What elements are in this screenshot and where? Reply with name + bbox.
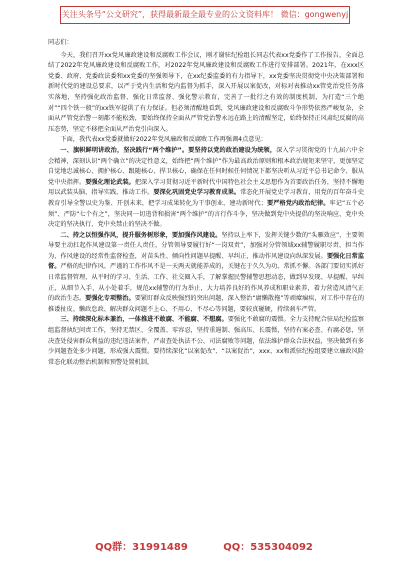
section-lead: 要加强作风建设。: [171, 231, 222, 239]
section-heading: 一、旗帜鲜明讲政治，坚决践行“两个维护”。: [60, 146, 189, 154]
section-bold: 要强化日常监督。: [48, 252, 365, 271]
qq-number: QQ：535304092: [223, 542, 313, 553]
intro-paragraph: 今天，我们召开xx党风廉政建设和反腐败工作会议，刚才谢驻纪检组长同志代表xx党委作了工作报告，全面总结了2022年党风廉政建设和反腐败工作，对2022年党风廉政建设和反腐败工作进行安排部署。2021年，在xxx区党委、政府、党委政法委和xx党委的坚强领导下，在xx纪委监委的有力指导下，xx党委坚决贯彻党中央决策部署和新时代党的建设总要求，以严于党内生活和党内监督为抓手，深入开展以案促改，对标对表推动xx管党治党任务落实落地，坚持强化政治监督、强化日常监督、强化警示教育，完善了一批行之有效的制度机制，为打造“三个绝对”“四个铁一般”的xx铁军提供了有力保证。但必须清醒地看到，党风廉政建设和反腐败斗争形势依然严峻复杂，全面从严管党治警一刻都不能松劲，要始终保持全面从严管党治警永远在路上的清醒坚定，始终保持正风肃纪反腐的高压态势，坚定不移把全面从严治党引向深入。: [48, 51, 364, 133]
salutation: 同志们：: [48, 39, 73, 46]
section-text: 牢记“五个必须”、严防“七个有之”，坚决同一切违背和损害“两个维护”的言行作斗争，坚决做到党中央提倡的坚决响应、党中央决定的坚决执行、党中央禁止的坚决不做。: [48, 199, 364, 229]
section-text: 深入学习贯彻党的十九届六中全会精神，深刻认识“两个确立”的决定性意义，始终把“两个维护”作为最高政治原则和根本政治规矩来坚守，更加坚定自觉地忠诚核心、拥护核心、跟随核心、捍卫核心，确保在任何时候任何情况下都坚决听从习近平总书记命令、服从党中央指挥。: [48, 146, 365, 186]
section-text: 要强化不敢腐的震慑。全力支持配合驻局纪检监察组监督执纪问责工作，坚持无禁区、全覆盖、零容忍，坚持重遏制、强高压、长震慑，坚持有案必查、有腐必惩，坚决查处侵害群众利益的违纪违法案件，严肃查处执法不公、司法腐败等问题，依法维护群众合法权益，坚决做到有多少问题查处多少问题，形成强大震慑。要持续深化“以案促改”、“以案促治”，xxx、xx和派驻纪检组要建立廉政风险常态化联动整治机制和预警处置机制，: [48, 316, 365, 366]
section-bold: 要严格党内政治纪律。: [266, 199, 330, 207]
document-body: [48, 34, 364, 368]
contact-footer: [0, 538, 408, 553]
section-lead: 要坚持以党的政治建设为统领，: [188, 146, 277, 154]
section-text: 要紧盯群众反映强烈的突出问题，深入整治“庸懒散拖”等顽瘴痼疾，对工作中存在的推诿扯皮、懒政怠政、解决群众问题不上心、不用心、不尽心等问题，要较真碰硬，持续刹车严管。: [48, 295, 365, 313]
section-1: [48, 146, 364, 231]
transition-paragraph: 下面，我代表xx党委就做好2022年党风廉政和反腐败工作再强调4点意见：: [60, 136, 267, 144]
section-text: 常态化开展党史学习教育，用党的百年奋斗史教育引导全警以史为鉴、开创未来，把学习成果转化为干事创业、建功新时代；: [48, 189, 365, 207]
section-2: [48, 231, 364, 316]
section-heading: 二、持之以恒强作风，提升服务树形象，: [60, 231, 172, 239]
section-text: 把深入学习贯彻习近平新时代中国特色社会主义思想作为首要政治任务，坚持不懈地用以武装头脑、指导实践、推动工作。: [48, 178, 365, 197]
section-bold: 要强化理论武装。: [85, 178, 135, 186]
section-3: [48, 315, 364, 368]
section-bold: 要深化巩固党史学习教育成果。: [153, 189, 241, 197]
section-bold: 要强化专项整治。: [85, 295, 135, 303]
promo-banner[interactable]: 关注头条号“公文研究”，获得最新最全最专业的公文资料库！ 微信：gongwenyj: [60, 6, 350, 24]
section-text: 坚持以上率下，发挥关键少数的“头雁效应”，主要领导要主动扛起作风建设第一责任人责任，分管领导要履行好“一岗双责”，加强对分管领域xx辅警履职尽责、担当作为、作风建设的经常性监督检查，对苗头性、倾向性问题早提醒、早纠正，推动作风建设向纵深发展。: [48, 231, 364, 260]
section-heading: 三、持续深化标本兼治，一体推进不敢腐、不能腐、不想腐。: [60, 316, 228, 324]
section-text: 严格的纪律作风、严谨的工作作风不是一天两天就能养成的，关键在于久久为功、常抓不懈。各部门要切实抓好日常监督管理，从平时的学习、生活、工作、社交圈入手，了解掌握民警辅警思想动态，做到早发现、早提醒、早纠正，从细节入手、从小处着手，规范xx辅警的行为举止，大力培养良好的作风养成和职业素养，着力营造风清气正的政治生态。: [48, 263, 365, 303]
qq-group: QQ群：31991489: [95, 542, 188, 553]
